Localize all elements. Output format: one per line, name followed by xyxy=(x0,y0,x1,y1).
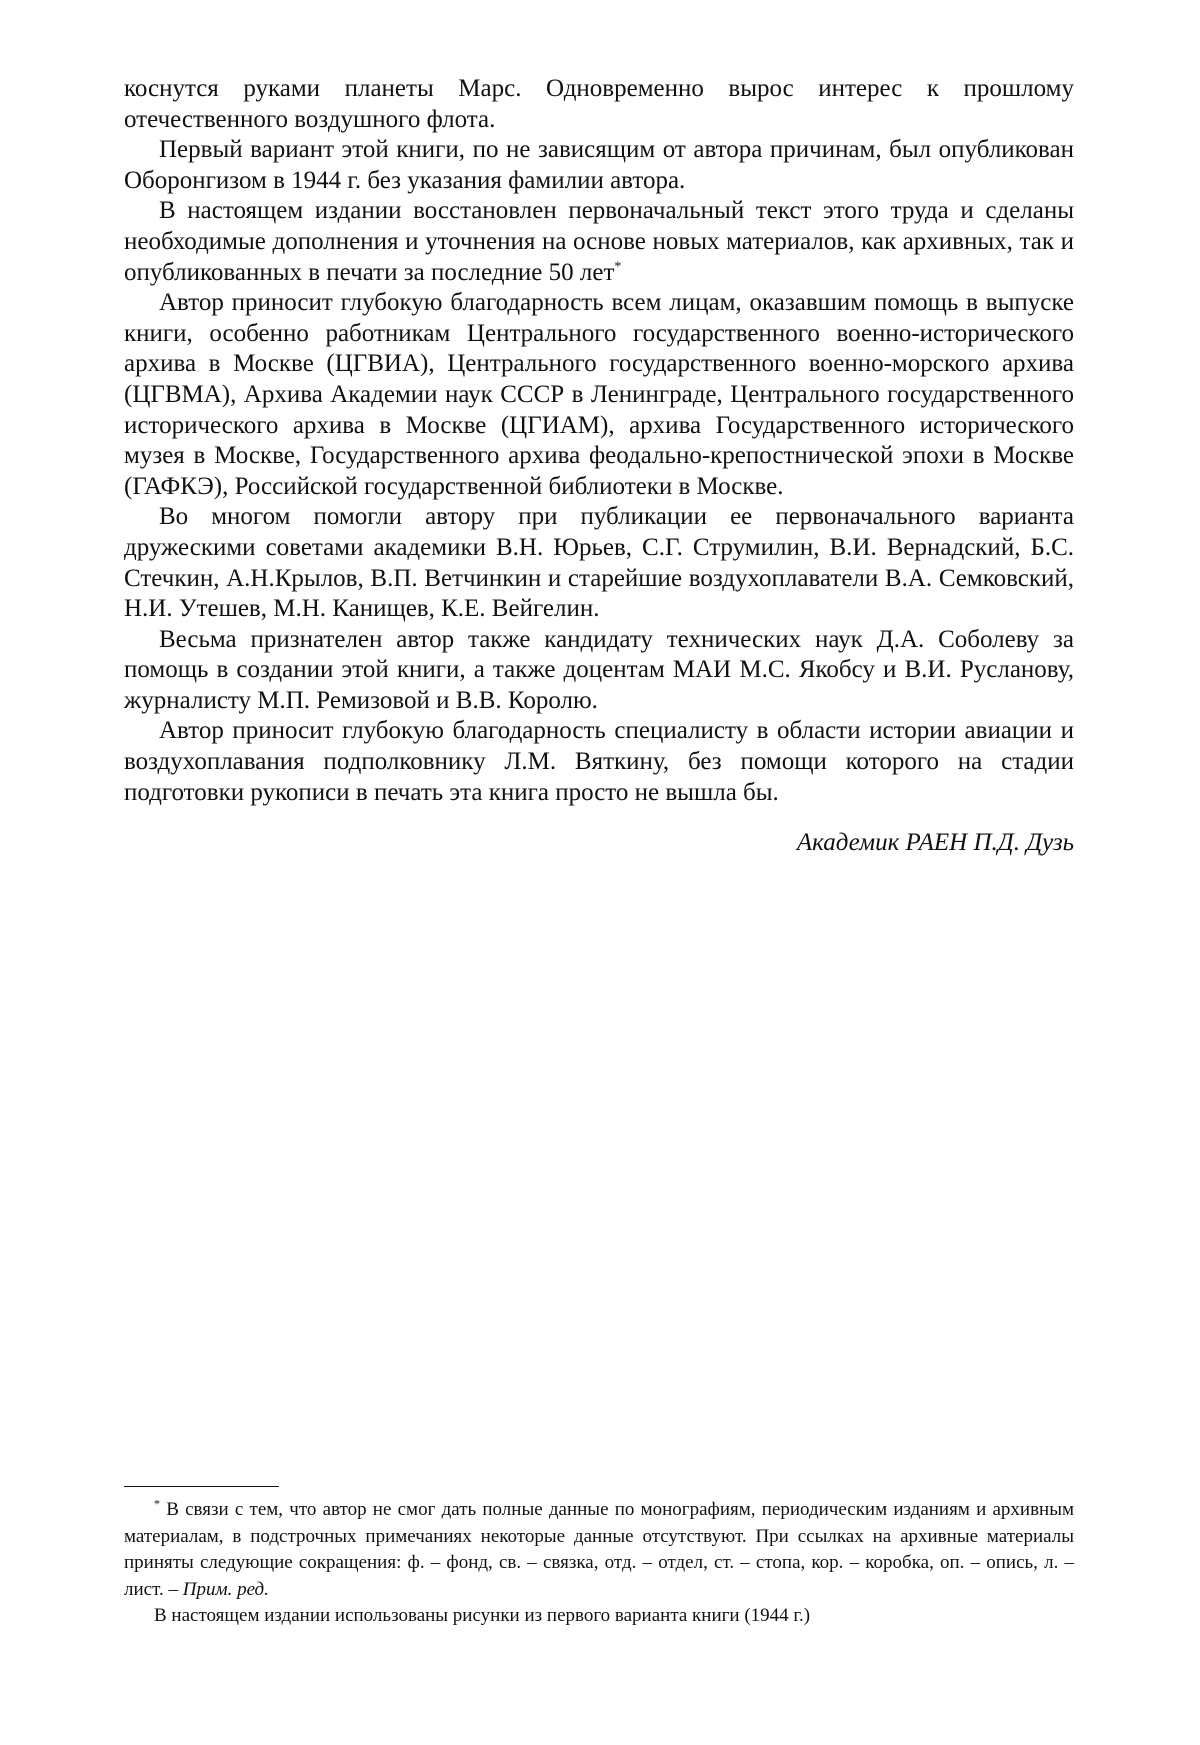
footnotes xyxy=(124,1497,1074,1630)
paragraph-3 xyxy=(124,196,1074,288)
editor-note: Прим. ред. xyxy=(182,1578,269,1600)
paragraph-3-text: В настоящем издании восстановлен первоначальный текст этого труда и сделаны необходимые дополнения и уточнения на основе новых материалов, как архивных, так и опубликованных в печати за последние 50 лет xyxy=(124,197,1074,286)
paragraph-6: Весьма признателен автор также кандидату технических наук Д.А. Соболеву за помощь в создании этой книги, а также доцентам МАИ М.С. Якобсу и В.И. Русланову, журналисту М.П. Ремизовой и В.В. Королю. xyxy=(124,625,1074,714)
footnote-1-text: В связи с тем, что автор не смог дать полные данные по монографиям, периодическим изданиям и архивным материалам, в подстрочных примечаниях некоторые данные отсутствуют. При ссылках на архивные материалы приняты следующие сокращения: ф. – фонд, св. – связка, отд. – отдел, ст. – стопа, кор. – коробка, оп. – опись, л. – лист. – xyxy=(124,1499,1074,1600)
footnote-1 xyxy=(124,1497,1074,1603)
footnote-reference[interactable]: * xyxy=(614,259,622,275)
page-body xyxy=(124,74,1074,858)
paragraph-7: Автор приносит глубокую благодарность специалисту в области истории авиации и воздухоплавания подполковнику Л.М. Вяткину, без помощи которого на стадии подготовки рукописи в печать эта книга просто не вышла бы. xyxy=(124,717,1074,806)
footnote-divider xyxy=(124,1486,279,1487)
footnote-2: В настоящем издании использованы рисунки из первого варианта книги (1944 г.) xyxy=(154,1605,811,1626)
paragraph-2: Первый вариант этой книги, по не зависящим от автора причинам, был опубликован Оборонгизом в 1944 г. без указания фамилии автора. xyxy=(124,136,1074,194)
author-signature: Академик РАЕН П.Д. Дузь xyxy=(796,829,1074,857)
paragraph-1: коснутся руками планеты Марс. Одновременно вырос интерес к прошлому отечественного воздушного флота. xyxy=(124,75,1074,133)
paragraph-4: Автор приносит глубокую благодарность всем лицам, оказавшим помощь в выпуске книги, особенно работникам Центрального государственного военно-исторического архива в Москве (ЦГВИА), Центрального государственного военно-морского архива (ЦГВМА), Архива Академии наук СССР в Ленинграде, Центрального государственного исторического архива в Москве (ЦГИАМ), архива Государственного исторического музея в Москве, Государственного архива феодально-крепостнической эпохи в Москве (ГАФКЭ), Российской государственной библиотеки в Москве. xyxy=(124,289,1074,500)
paragraph-5: Во многом помогли автору при публикации ее первоначального варианта дружескими советами академики В.Н. Юрьев, С.Г. Струмилин, В.И. Вернадский, Б.С. Стечкин, А.Н.Крылов, В.П. Ветчинкин и старейшие воздухоплаватели В.А. Семковский, Н.И. Утешев, М.Н. Канищев, К.Е. Вейгелин. xyxy=(124,503,1074,623)
footnote-marker: * xyxy=(154,1496,160,1511)
